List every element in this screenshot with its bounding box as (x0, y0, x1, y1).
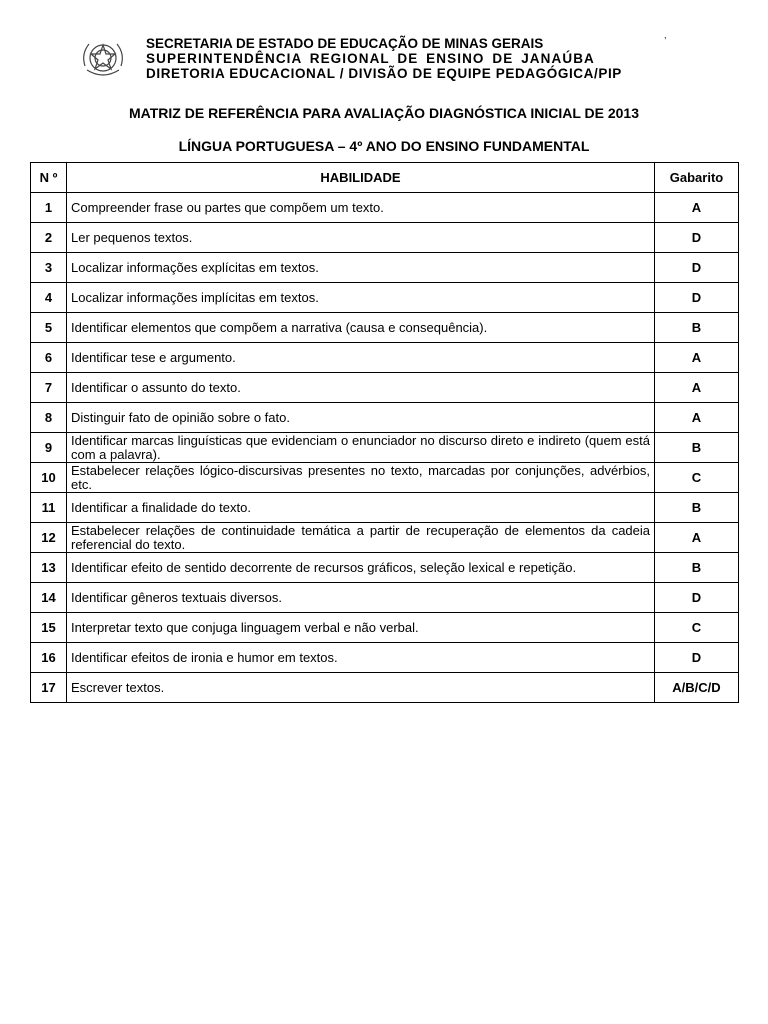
column-header-number: N º (31, 163, 67, 193)
row-number: 12 (31, 523, 67, 553)
row-number: 11 (31, 493, 67, 523)
table-row (31, 373, 739, 403)
row-gabarito: B (655, 553, 739, 583)
header-line-superintendencia: SUPERINTENDÊNCIA REGIONAL DE ENSINO DE JANAÚBA (146, 51, 595, 66)
row-number: 7 (31, 373, 67, 403)
table-row (31, 523, 739, 553)
row-gabarito: B (655, 493, 739, 523)
row-habilidade: Identificar marcas linguísticas que evidenciam o enunciador no discurso direto e indireto (quem está com a palavra). (67, 433, 655, 463)
column-header-gabarito: Gabarito (655, 163, 739, 193)
row-gabarito: D (655, 643, 739, 673)
row-number: 1 (31, 193, 67, 223)
row-habilidade: Estabelecer relações lógico-discursivas presentes no texto, marcadas por conjunções, advérbios, etc. (67, 463, 655, 493)
header-line-diretoria: DIRETORIA EDUCACIONAL / DIVISÃO DE EQUIPE PEDAGÓGICA/PIP (146, 66, 622, 81)
row-habilidade: Identificar gêneros textuais diversos. (67, 583, 655, 613)
row-gabarito: A (655, 523, 739, 553)
row-habilidade: Identificar tese e argumento. (67, 343, 655, 373)
table-row (31, 283, 739, 313)
row-number: 17 (31, 673, 67, 703)
row-habilidade: Escrever textos. (67, 673, 655, 703)
row-habilidade: Identificar efeitos de ironia e humor em textos. (67, 643, 655, 673)
table-row (31, 463, 739, 493)
state-seal-icon (77, 36, 129, 82)
row-gabarito: C (655, 463, 739, 493)
row-gabarito: A (655, 193, 739, 223)
row-number: 9 (31, 433, 67, 463)
document-subtitle: LÍNGUA PORTUGUESA – 4º ANO DO ENSINO FUNDAMENTAL (178, 138, 590, 154)
table-row (31, 223, 739, 253)
row-habilidade: Identificar a finalidade do texto. (67, 493, 655, 523)
row-habilidade: Estabelecer relações de continuidade temática a partir de recuperação de elementos da cadeia referencial do texto. (67, 523, 655, 553)
row-gabarito: B (655, 433, 739, 463)
row-habilidade: Ler pequenos textos. (67, 223, 655, 253)
table-row (31, 193, 739, 223)
row-gabarito: A/B/C/D (655, 673, 739, 703)
row-number: 16 (31, 643, 67, 673)
row-number: 10 (31, 463, 67, 493)
row-number: 2 (31, 223, 67, 253)
row-gabarito: D (655, 253, 739, 283)
table-row (31, 313, 739, 343)
row-gabarito: D (655, 283, 739, 313)
row-habilidade: Localizar informações explícitas em textos. (67, 253, 655, 283)
row-number: 13 (31, 553, 67, 583)
table-row (31, 403, 739, 433)
header-line-secretaria: SECRETARIA DE ESTADO DE EDUCAÇÃO DE MINAS GERAIS (146, 36, 544, 51)
row-habilidade: Localizar informações implícitas em textos. (67, 283, 655, 313)
column-header-habilidade: HABILIDADE (67, 163, 655, 193)
table-row (31, 343, 739, 373)
table-row (31, 583, 739, 613)
row-habilidade: Identificar elementos que compõem a narrativa (causa e consequência). (67, 313, 655, 343)
row-number: 6 (31, 343, 67, 373)
row-gabarito: A (655, 373, 739, 403)
row-number: 3 (31, 253, 67, 283)
row-gabarito: C (655, 613, 739, 643)
row-habilidade: Compreender frase ou partes que compõem um texto. (67, 193, 655, 223)
table-row (31, 553, 739, 583)
row-habilidade: Interpretar texto que conjuga linguagem verbal e não verbal. (67, 613, 655, 643)
row-gabarito: A (655, 403, 739, 433)
row-gabarito: D (655, 223, 739, 253)
row-habilidade: Distinguir fato de opinião sobre o fato. (67, 403, 655, 433)
row-number: 14 (31, 583, 67, 613)
table-row (31, 673, 739, 703)
table-header-row (31, 163, 739, 193)
row-number: 15 (31, 613, 67, 643)
row-number: 5 (31, 313, 67, 343)
margin-mark: , (664, 30, 667, 40)
row-gabarito: D (655, 583, 739, 613)
institution-header (146, 36, 622, 81)
row-gabarito: A (655, 343, 739, 373)
row-habilidade: Identificar efeito de sentido decorrente de recursos gráficos, seleção lexical e repetição. (67, 553, 655, 583)
row-number: 4 (31, 283, 67, 313)
document-title: MATRIZ DE REFERÊNCIA PARA AVALIAÇÃO DIAGNÓSTICA INICIAL DE 2013 (129, 105, 639, 121)
row-gabarito: B (655, 313, 739, 343)
table-body (31, 193, 739, 703)
table-row (31, 433, 739, 463)
table-row (31, 643, 739, 673)
row-habilidade: Identificar o assunto do texto. (67, 373, 655, 403)
row-number: 8 (31, 403, 67, 433)
table-row (31, 493, 739, 523)
table-row (31, 253, 739, 283)
table-row (31, 613, 739, 643)
skills-matrix-table (30, 162, 739, 703)
